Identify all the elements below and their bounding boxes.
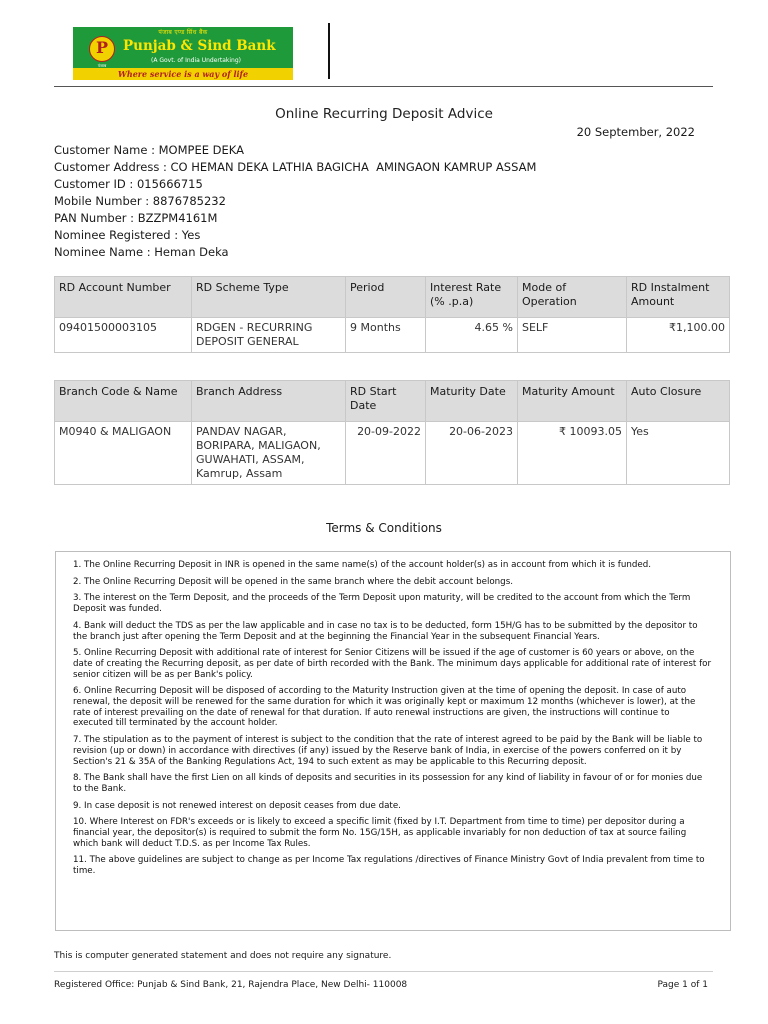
term-item: 6. Online Recurring Deposit will be disposed of according to the Maturity Instruction given at the time of opening the deposit. In case of auto renewal, the deposit will be renewed for the same duration for which it was originally kept or maximum 12 months (whichever is lower), at the rate of interest prevailing on the date of renewal for that duration. If auto renewal instructions are given, the instructions will continue to executed till terminated by the account holder. [73,686,696,729]
pan-number: PAN Number : BZZPM4161M [54,211,218,225]
customer-id: Customer ID : 015666715 [54,177,203,191]
logo-hindi-tagline: पंजाब एण्ड सिंध बैंक [158,29,208,36]
term-item: 4. Bank will deduct the TDS as per the law applicable and in case no tax is to be deducted, form 15H/G has to be submitted by the depositor to the branch just after opening the Term Deposit and at the beginning the Financial Year in the subsequent Financial Years. [73,620,698,642]
rd-account-table [54,276,730,353]
table-header: Interest Rate (% .p.a) [426,277,518,318]
bank-tagline: Where service is a way of life [73,68,293,80]
computer-generated-note: This is computer generated statement and does not require any signature. [54,951,392,961]
table-row [55,318,730,353]
table-header: Maturity Amount [518,381,627,422]
advice-date: 20 September, 2022 [576,125,695,139]
bank-logo [73,27,293,80]
page-number: Page 1 of 1 [657,980,708,990]
rd-scheme-type: RDGEN - RECURRING DEPOSIT GENERAL [192,318,346,353]
bank-emblem-icon: P [89,36,115,62]
nominee-registered: Nominee Registered : Yes [54,228,201,242]
auto-closure: Yes [627,422,730,485]
rd-period: 9 Months [346,318,426,353]
table-header-row [55,381,730,422]
term-item: 9. In case deposit is not renewed interest on deposit ceases from due date. [73,800,401,811]
maturity-amount: ₹ 10093.05 [518,422,627,485]
term-item: 10. Where Interest on FDR's exceeds or is likely to exceed a specific limit (fixed by I.T. Department from time to time) per depositor during a financial year, the depositor(s) is required to submit the form No. 15G/15H, as applicable invariably for non deduction of tax at source failing which bank will deduct T.D.S. as per Income Tax Rules. [73,817,687,849]
mode-of-operation: SELF [518,318,627,353]
customer-name: Customer Name : MOMPEE DEKA [54,143,244,157]
table-header: Maturity Date [426,381,518,422]
term-item: 5. Online Recurring Deposit with additional rate of interest for Senior Citizens will be issued if the age of customer is 60 years or above, on the date of creating the Recurring deposit, as per date of birth recorded with the Bank. The minimum days applicable for additional rate of interest for senior citizen will be as per Bank's policy. [73,648,712,680]
table-header-row [55,277,730,318]
header-divider [328,23,330,79]
terms-title: Terms & Conditions [326,521,442,535]
term-item: 1. The Online Recurring Deposit in INR is opened in the same name(s) of the account holder(s) as in account from which it is funded. [73,560,652,570]
footer-rule [54,971,713,972]
terms-box [55,551,731,931]
bank-govt-label: (A Govt. of India Undertaking) [151,57,241,64]
table-row [55,422,730,485]
table-header: Branch Address [192,381,346,422]
rd-account-number: 09401500003105 [55,318,192,353]
rd-start-date: 20-09-2022 [346,422,426,485]
emblem-caption: पंजाब [97,63,107,68]
mobile-number: Mobile Number : 8876785232 [54,194,226,208]
header-rule [54,86,713,87]
table-header: Auto Closure [627,381,730,422]
branch-maturity-table [54,380,730,485]
term-item: 11. The above guidelines are subject to change as per Income Tax regulations /directives of Finance Ministry Govt of India prevalent from time to time. [73,855,705,877]
branch-code-name: M0940 & MALIGAON [55,422,192,485]
table-header: RD Account Number [55,277,192,318]
term-item: 3. The interest on the Term Deposit, and the proceeds of the Term Deposit upon maturity, will be credited to the account from which the Term Deposit was funded. [73,593,691,615]
nominee-name: Nominee Name : Heman Deka [54,245,229,259]
table-header: Period [346,277,426,318]
customer-details [54,142,536,261]
term-item: 7. The stipulation as to the payment of interest is subject to the condition that the rate of interest agreed to be paid by the Bank will be liable to revision (up or down) in accordance with directives (if any) issued by the Reserve bank of India, in exercise of the powers conferred on it by Section's 21 & 35A of the Banking Regulations Act, 194 to such extent as may be applicable to this Recurring deposit. [73,735,703,767]
bank-name: Punjab & Sind Bank [123,38,276,54]
term-item: 2. The Online Recurring Deposit will be opened in the same branch where the debit account belongs. [73,576,513,587]
maturity-date: 20-06-2023 [426,422,518,485]
interest-rate: 4.65 % [426,318,518,353]
branch-address: PANDAV NAGAR, BORIPARA, MALIGAON, GUWAHATI, ASSAM, Kamrup, Assam [192,422,346,485]
table-header: Branch Code & Name [55,381,192,422]
table-header: RD Start Date [346,381,426,422]
table-header: RD Scheme Type [192,277,346,318]
page-title: Online Recurring Deposit Advice [275,106,493,122]
registered-office: Registered Office: Punjab & Sind Bank, 21, Rajendra Place, New Delhi- 110008 [54,980,408,990]
instalment-amount: ₹1,100.00 [627,318,730,353]
table-header: Mode of Operation [518,277,627,318]
customer-address: Customer Address : CO HEMAN DEKA LATHIA BAGICHA AMINGAON KAMRUP ASSAM [54,160,537,174]
table-header: RD Instalment Amount [627,277,730,318]
term-item: 8. The Bank shall have the first Lien on all kinds of deposits and securities in its possession for any kind of liability in favour of or for monies due to the Bank. [73,773,703,794]
